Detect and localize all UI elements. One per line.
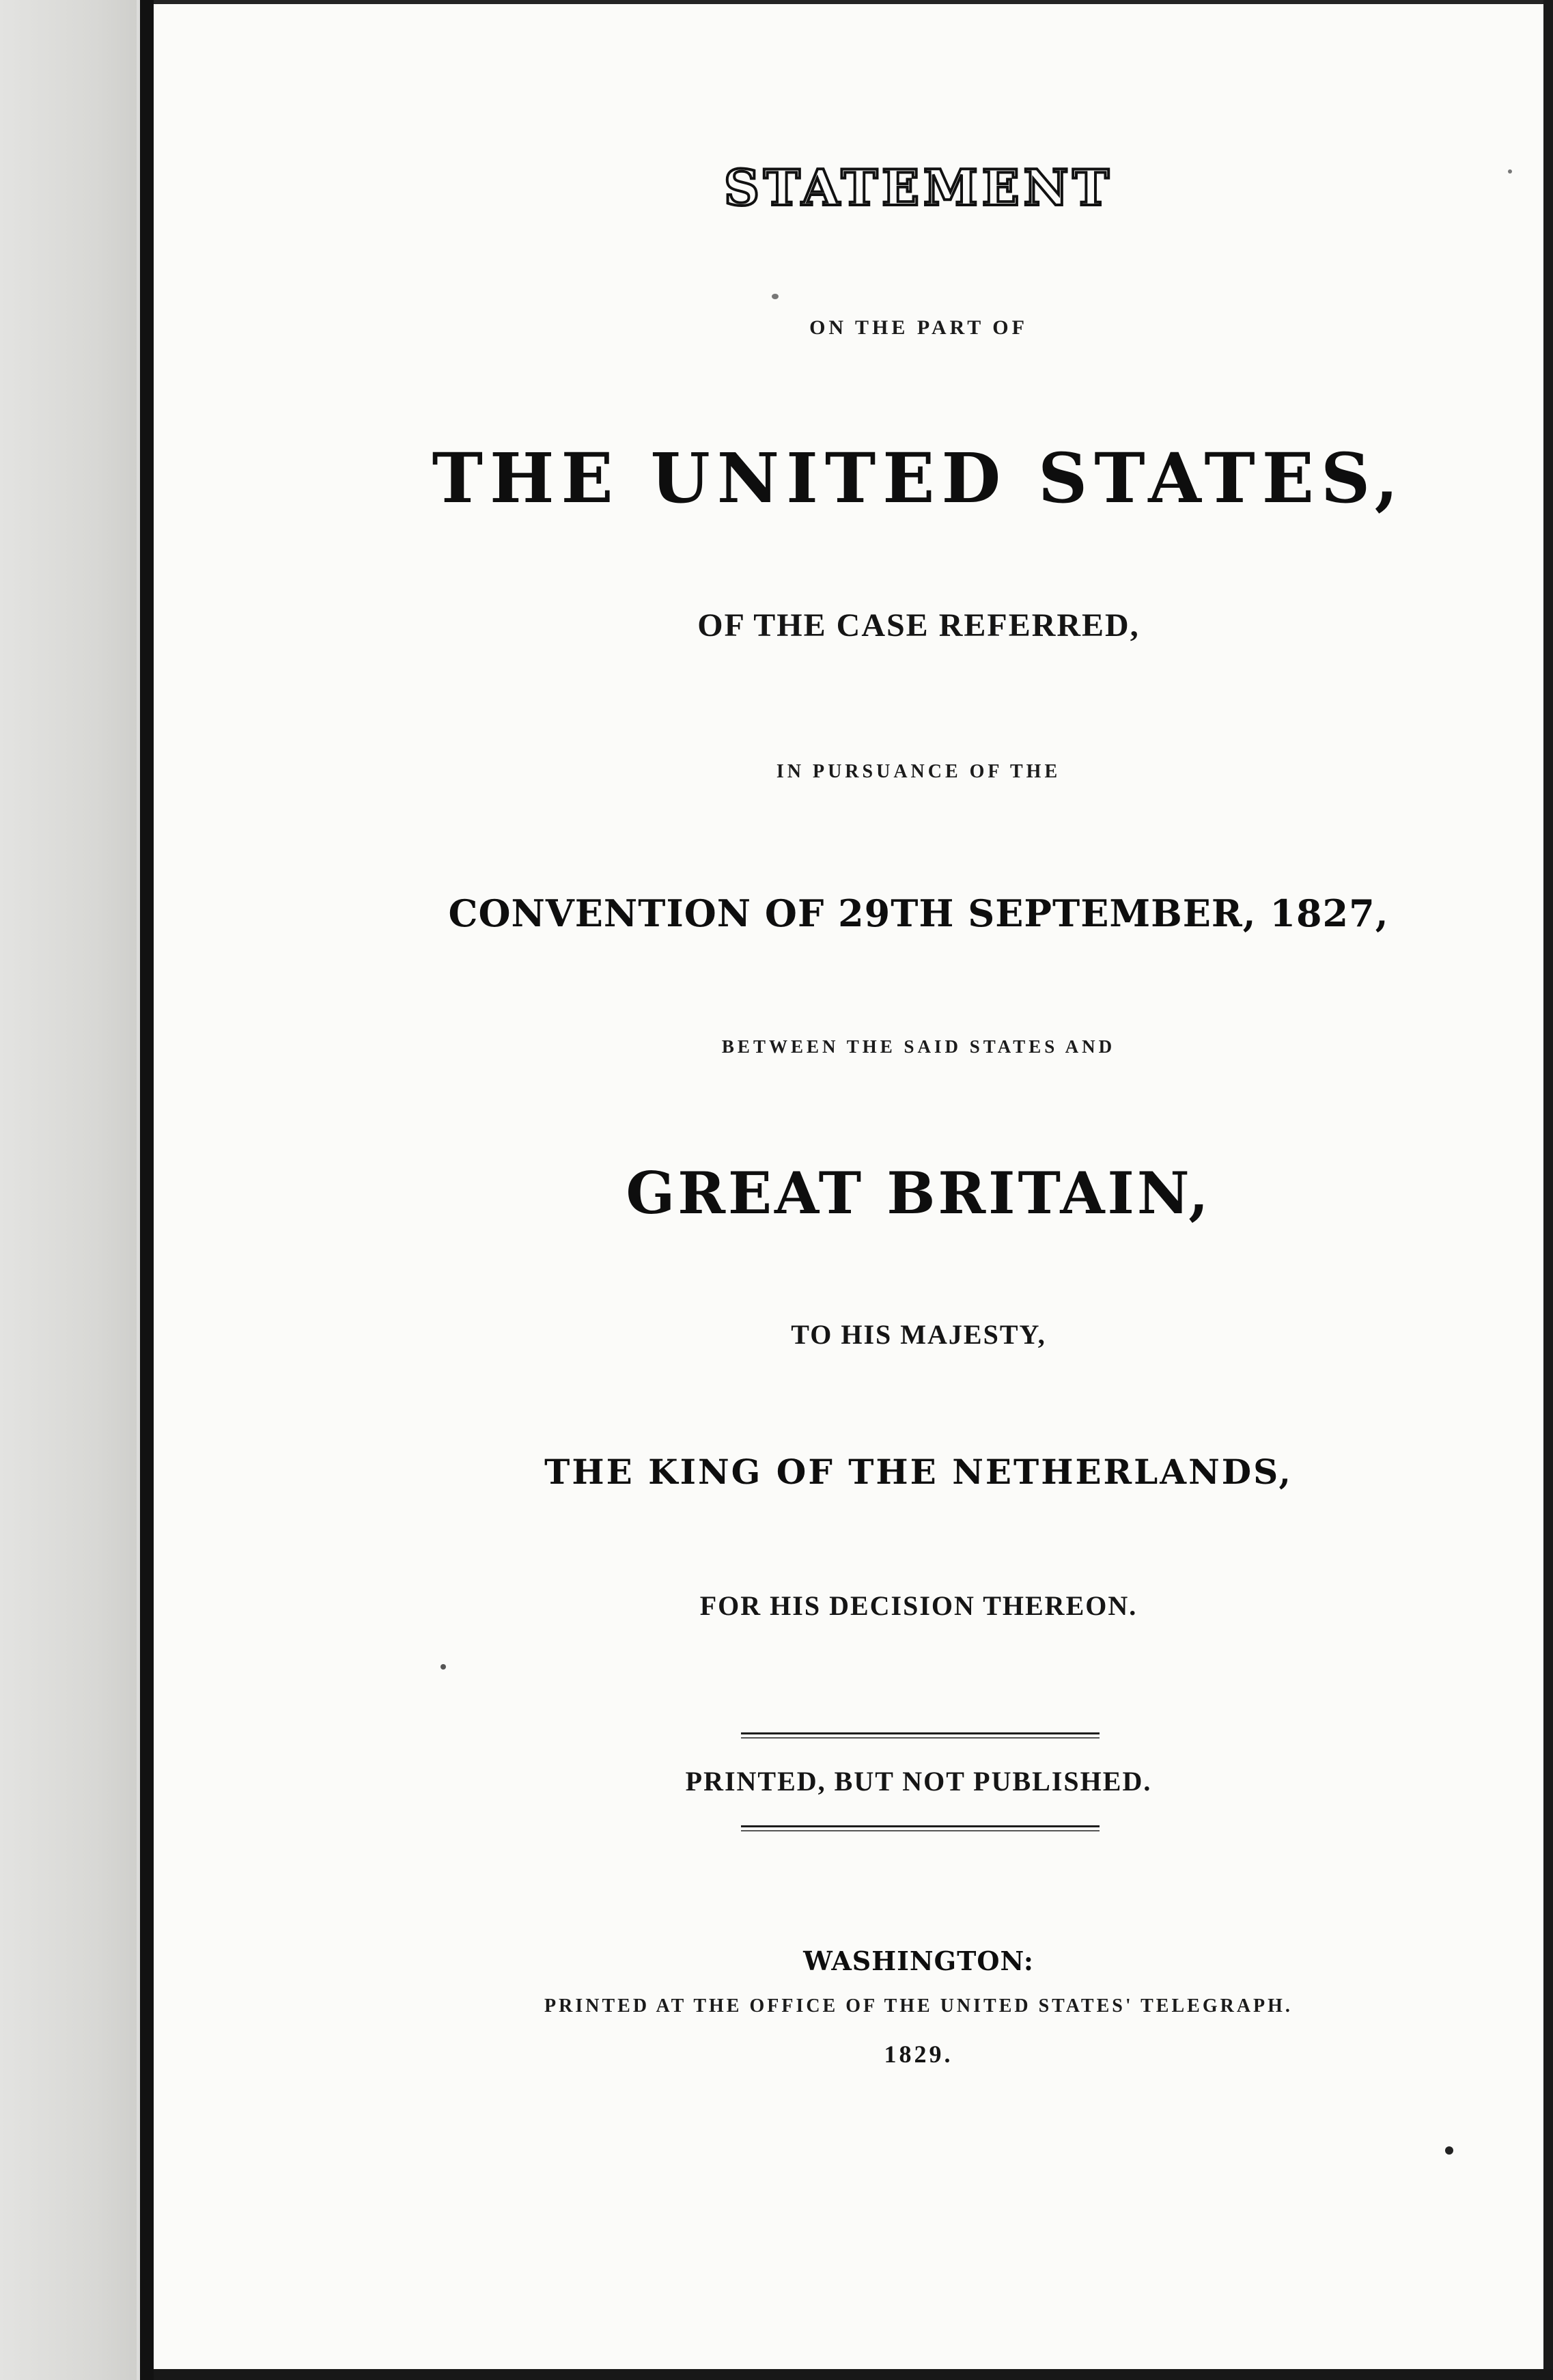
party-united-states: THE UNITED STATES, (432, 438, 1405, 518)
ink-speck (772, 294, 779, 299)
to-his-majesty: TO HIS MAJESTY, (791, 1319, 1046, 1350)
rule-line (741, 1830, 1100, 1831)
between-states: BETWEEN THE SAID STATES AND (721, 1036, 1116, 1057)
ink-speck (1508, 169, 1512, 174)
convention-date: CONVENTION OF 29TH SEPTEMBER, 1827, (448, 891, 1389, 935)
rule-line (741, 1732, 1100, 1734)
page-edge-bottom (154, 2369, 1553, 2380)
in-pursuance: IN PURSUANCE OF THE (776, 761, 1061, 782)
rule-line (741, 1737, 1100, 1739)
page-edge-left (140, 0, 154, 2380)
for-his-decision: FOR HIS DECISION THEREON. (699, 1590, 1138, 1621)
rule-below-note (741, 1825, 1100, 1834)
rule-above-note (741, 1732, 1100, 1741)
printer-line: PRINTED AT THE OFFICE OF THE UNITED STATES' TELEGRAPH. (544, 1995, 1293, 2017)
left-margin (0, 0, 137, 2380)
party-great-britain: GREAT BRITAIN, (626, 1159, 1212, 1227)
printed-not-published: PRINTED, BUT NOT PUBLISHED. (685, 1766, 1152, 1797)
rule-line (741, 1825, 1100, 1827)
ink-speck (440, 1664, 446, 1670)
king-of-netherlands: THE KING OF THE NETHERLANDS, (544, 1452, 1293, 1492)
document-title: STATEMENT (724, 158, 1113, 217)
on-the-part-of: ON THE PART OF (809, 316, 1028, 339)
place-washington: WASHINGTON: (803, 1946, 1034, 1976)
ink-speck (1445, 2146, 1453, 2155)
publication-year: 1829. (884, 2040, 953, 2068)
case-referred: OF THE CASE REFERRED, (697, 607, 1140, 644)
page-edge-top (154, 0, 1553, 4)
